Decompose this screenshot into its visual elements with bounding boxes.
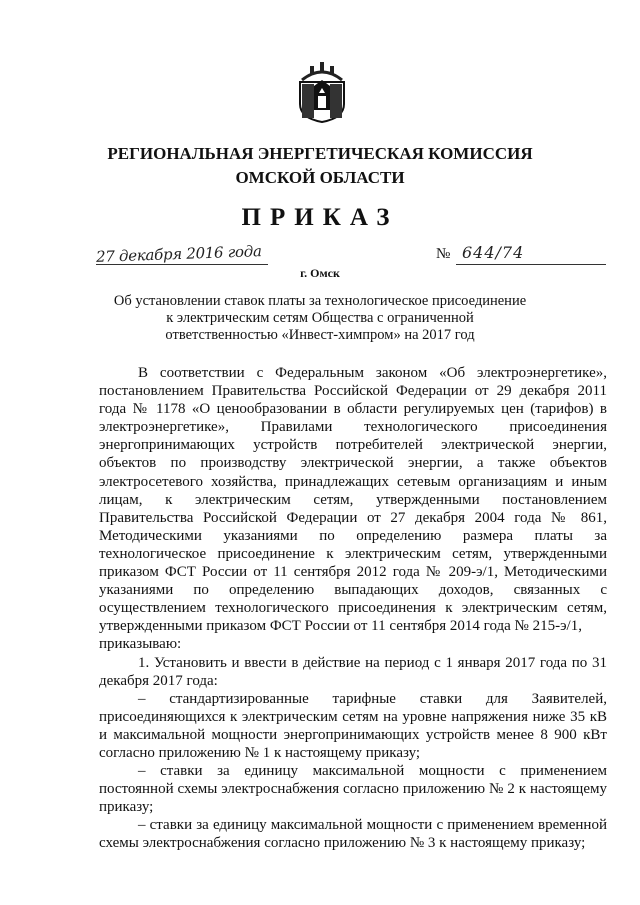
subject-line-2: к электрическим сетям Общества с ограниченной [166, 310, 474, 326]
org-line-2: ОМСКОЙ ОБЛАСТИ [235, 168, 405, 187]
handwritten-date: 27 декабря 2016 года [95, 242, 262, 266]
number-sign: № [436, 246, 451, 262]
order-subject [90, 293, 550, 344]
organization-name [0, 142, 640, 190]
bullet-paragraph-3: – ставки за единицу максимальной мощности с применением временной схемы электроснабжения согласно приложению № 3 к настоящему приказу; [99, 817, 607, 852]
number-underline [456, 264, 606, 265]
order-title: ПРИКАЗ [241, 204, 399, 231]
handwritten-number: 644/74 [462, 243, 525, 262]
item-1-paragraph: 1. Установить и ввести в действие на период с 1 января 2017 года по 31 декабря 2017 года: [99, 654, 607, 689]
org-line-1: РЕГИОНАЛЬНАЯ ЭНЕРГЕТИЧЕСКАЯ КОМИССИЯ [107, 144, 533, 163]
bullet-paragraph-2: – ставки за единицу максимальной мощности с применением постоянной схемы электроснабжения согласно приложению № 2 к настоящему приказу; [99, 763, 607, 816]
omsk-coat-of-arms-icon [296, 60, 348, 124]
order-body [99, 364, 607, 853]
bullet-paragraph-1: – стандартизированные тарифные ставки для Заявителей, присоединяющихся к электрическим сетям на уровне напряжения ниже 35 кВ и максимальной мощности энергопринимающих устройств менее 8 900 кВт согласно приложению № 1 к настоящему приказу; [99, 690, 607, 761]
subject-line-1: Об установлении ставок платы за технологическое присоединение [113, 293, 527, 309]
subject-line-3: ответственностью «Инвест-химпром» на 2017 год [165, 327, 475, 343]
city: г. Омск [300, 266, 340, 280]
preamble-paragraph: В соответствии с Федеральным законом «Об электроэнергетике», постановлением Правительства Российской Федерации от 29 декабря 2011 года № 1178 «О ценообразовании в области регулируемых цен (тарифов) в электроэнергетике», Правилами технологического присоединения энергопринимающих устройств потребителей электрической энергии, объектов по производству электрической энергии, а также объектов электросетевого хозяйства, принадлежащих сетевым организациям и иным лицам, к электрическим сетям, утвержденными постановлением Правительства Российской Федерации от 27 декабря 2004 года № 861, Методическими указаниями по определению размера платы за технологическое присоединение к электрическим сетям, утвержденными приказом ФСТ России от 11 сентября 2012 года № 209-э/1, Методическими указаниями по определению выпадающих доходов, связанных с осуществлением технологического присоединения к электрическим сетям, утвержденными приказом ФСТ России от 11 сентября 2014 года № 215-э/1, [99, 365, 607, 635]
date-underline [96, 264, 268, 265]
decree-word: приказываю: [99, 636, 182, 653]
